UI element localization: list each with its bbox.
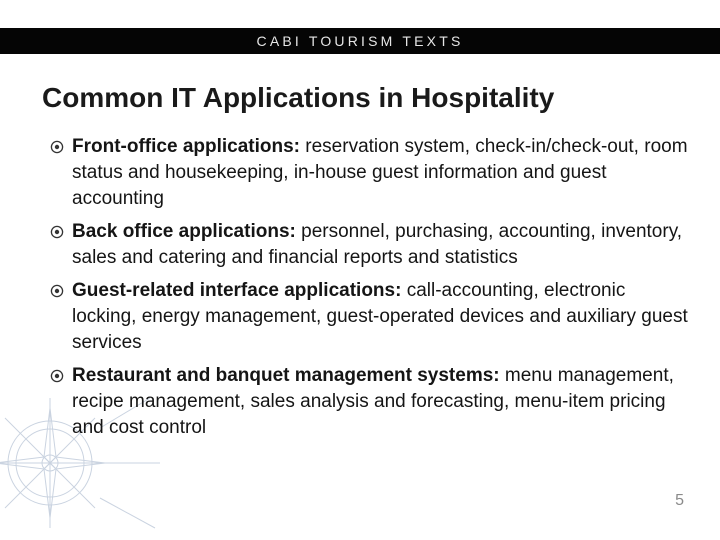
header-brand-text: CABI TOURISM TEXTS	[256, 33, 464, 49]
bullet-lead: Back office applications:	[72, 221, 302, 242]
circle-dot-icon	[50, 225, 64, 239]
bullet-lead: Restaurant and banquet management systems:	[72, 365, 505, 386]
list-item	[50, 219, 690, 271]
bullet-text: personnel, purchasing, accounting, inventory, sales and catering and financial reports and statistics	[72, 221, 683, 268]
header-band	[0, 28, 720, 54]
list-item	[50, 363, 690, 441]
bullet-lead: Guest-related interface applications:	[72, 280, 407, 301]
bullet-text: reservation system, check-in/check-out, room status and housekeeping, in-house guest information and guest accounting	[72, 136, 688, 209]
list-item	[50, 134, 690, 212]
bullet-list	[50, 134, 690, 448]
bullet-lead: Front-office applications:	[72, 136, 306, 157]
circle-dot-icon	[50, 284, 64, 298]
list-item	[50, 278, 690, 356]
circle-dot-icon	[50, 369, 64, 383]
bullet-text: menu management, recipe management, sales analysis and forecasting, menu-item pricing and cost control	[72, 365, 674, 438]
circle-dot-icon	[50, 140, 64, 154]
bullet-text: call-accounting, electronic locking, energy management, guest-operated devices and auxiliary guest services	[72, 280, 688, 353]
slide-title: Common IT Applications in Hospitality	[42, 82, 555, 113]
page-number: 5	[675, 492, 684, 509]
